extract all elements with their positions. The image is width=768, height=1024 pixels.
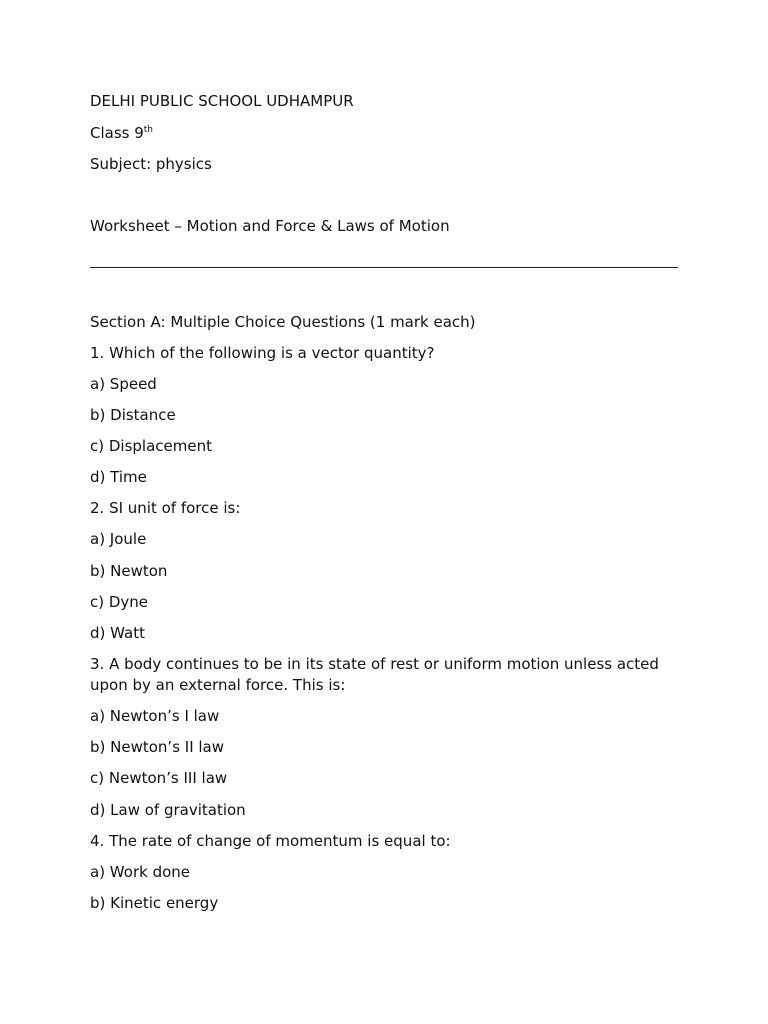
question-4-option-b: b) Kinetic energy bbox=[90, 894, 219, 912]
question-3: 3. A body continues to be in its state of rest or uniform motion unless acted upon by an external force. This is: bbox=[90, 655, 659, 694]
question-4-option-a: a) Work done bbox=[90, 863, 190, 881]
question-3-option-b: b) Newton’s II law bbox=[90, 738, 225, 756]
class-number: Class 9 bbox=[90, 124, 144, 142]
question-1-option-a: a) Speed bbox=[90, 375, 157, 393]
question-1-option-d: d) Time bbox=[90, 468, 147, 486]
header-divider bbox=[90, 267, 678, 268]
question-1-option-c: c) Displacement bbox=[90, 437, 212, 455]
question-3-option-c: c) Newton’s III law bbox=[90, 769, 228, 787]
question-3-option-a: a) Newton’s I law bbox=[90, 707, 220, 725]
section-a-title: Section A: Multiple Choice Questions (1 mark each) bbox=[90, 313, 476, 331]
class-label bbox=[90, 123, 153, 144]
question-2-option-d: d) Watt bbox=[90, 624, 145, 642]
question-1-option-b: b) Distance bbox=[90, 406, 176, 424]
question-2: 2. SI unit of force is: bbox=[90, 499, 241, 517]
question-2-option-c: c) Dyne bbox=[90, 593, 149, 611]
question-4: 4. The rate of change of momentum is equal to: bbox=[90, 832, 451, 850]
class-ordinal-suffix: th bbox=[143, 125, 154, 135]
question-2-option-b: b) Newton bbox=[90, 562, 168, 580]
subject-label: Subject: physics bbox=[90, 155, 212, 173]
question-2-option-a: a) Joule bbox=[90, 530, 147, 548]
school-name: DELHI PUBLIC SCHOOL UDHAMPUR bbox=[90, 92, 354, 110]
question-3-option-d: d) Law of gravitation bbox=[90, 801, 246, 819]
question-1: 1. Which of the following is a vector quantity? bbox=[90, 344, 435, 362]
worksheet-title: Worksheet – Motion and Force & Laws of Motion bbox=[90, 217, 450, 235]
